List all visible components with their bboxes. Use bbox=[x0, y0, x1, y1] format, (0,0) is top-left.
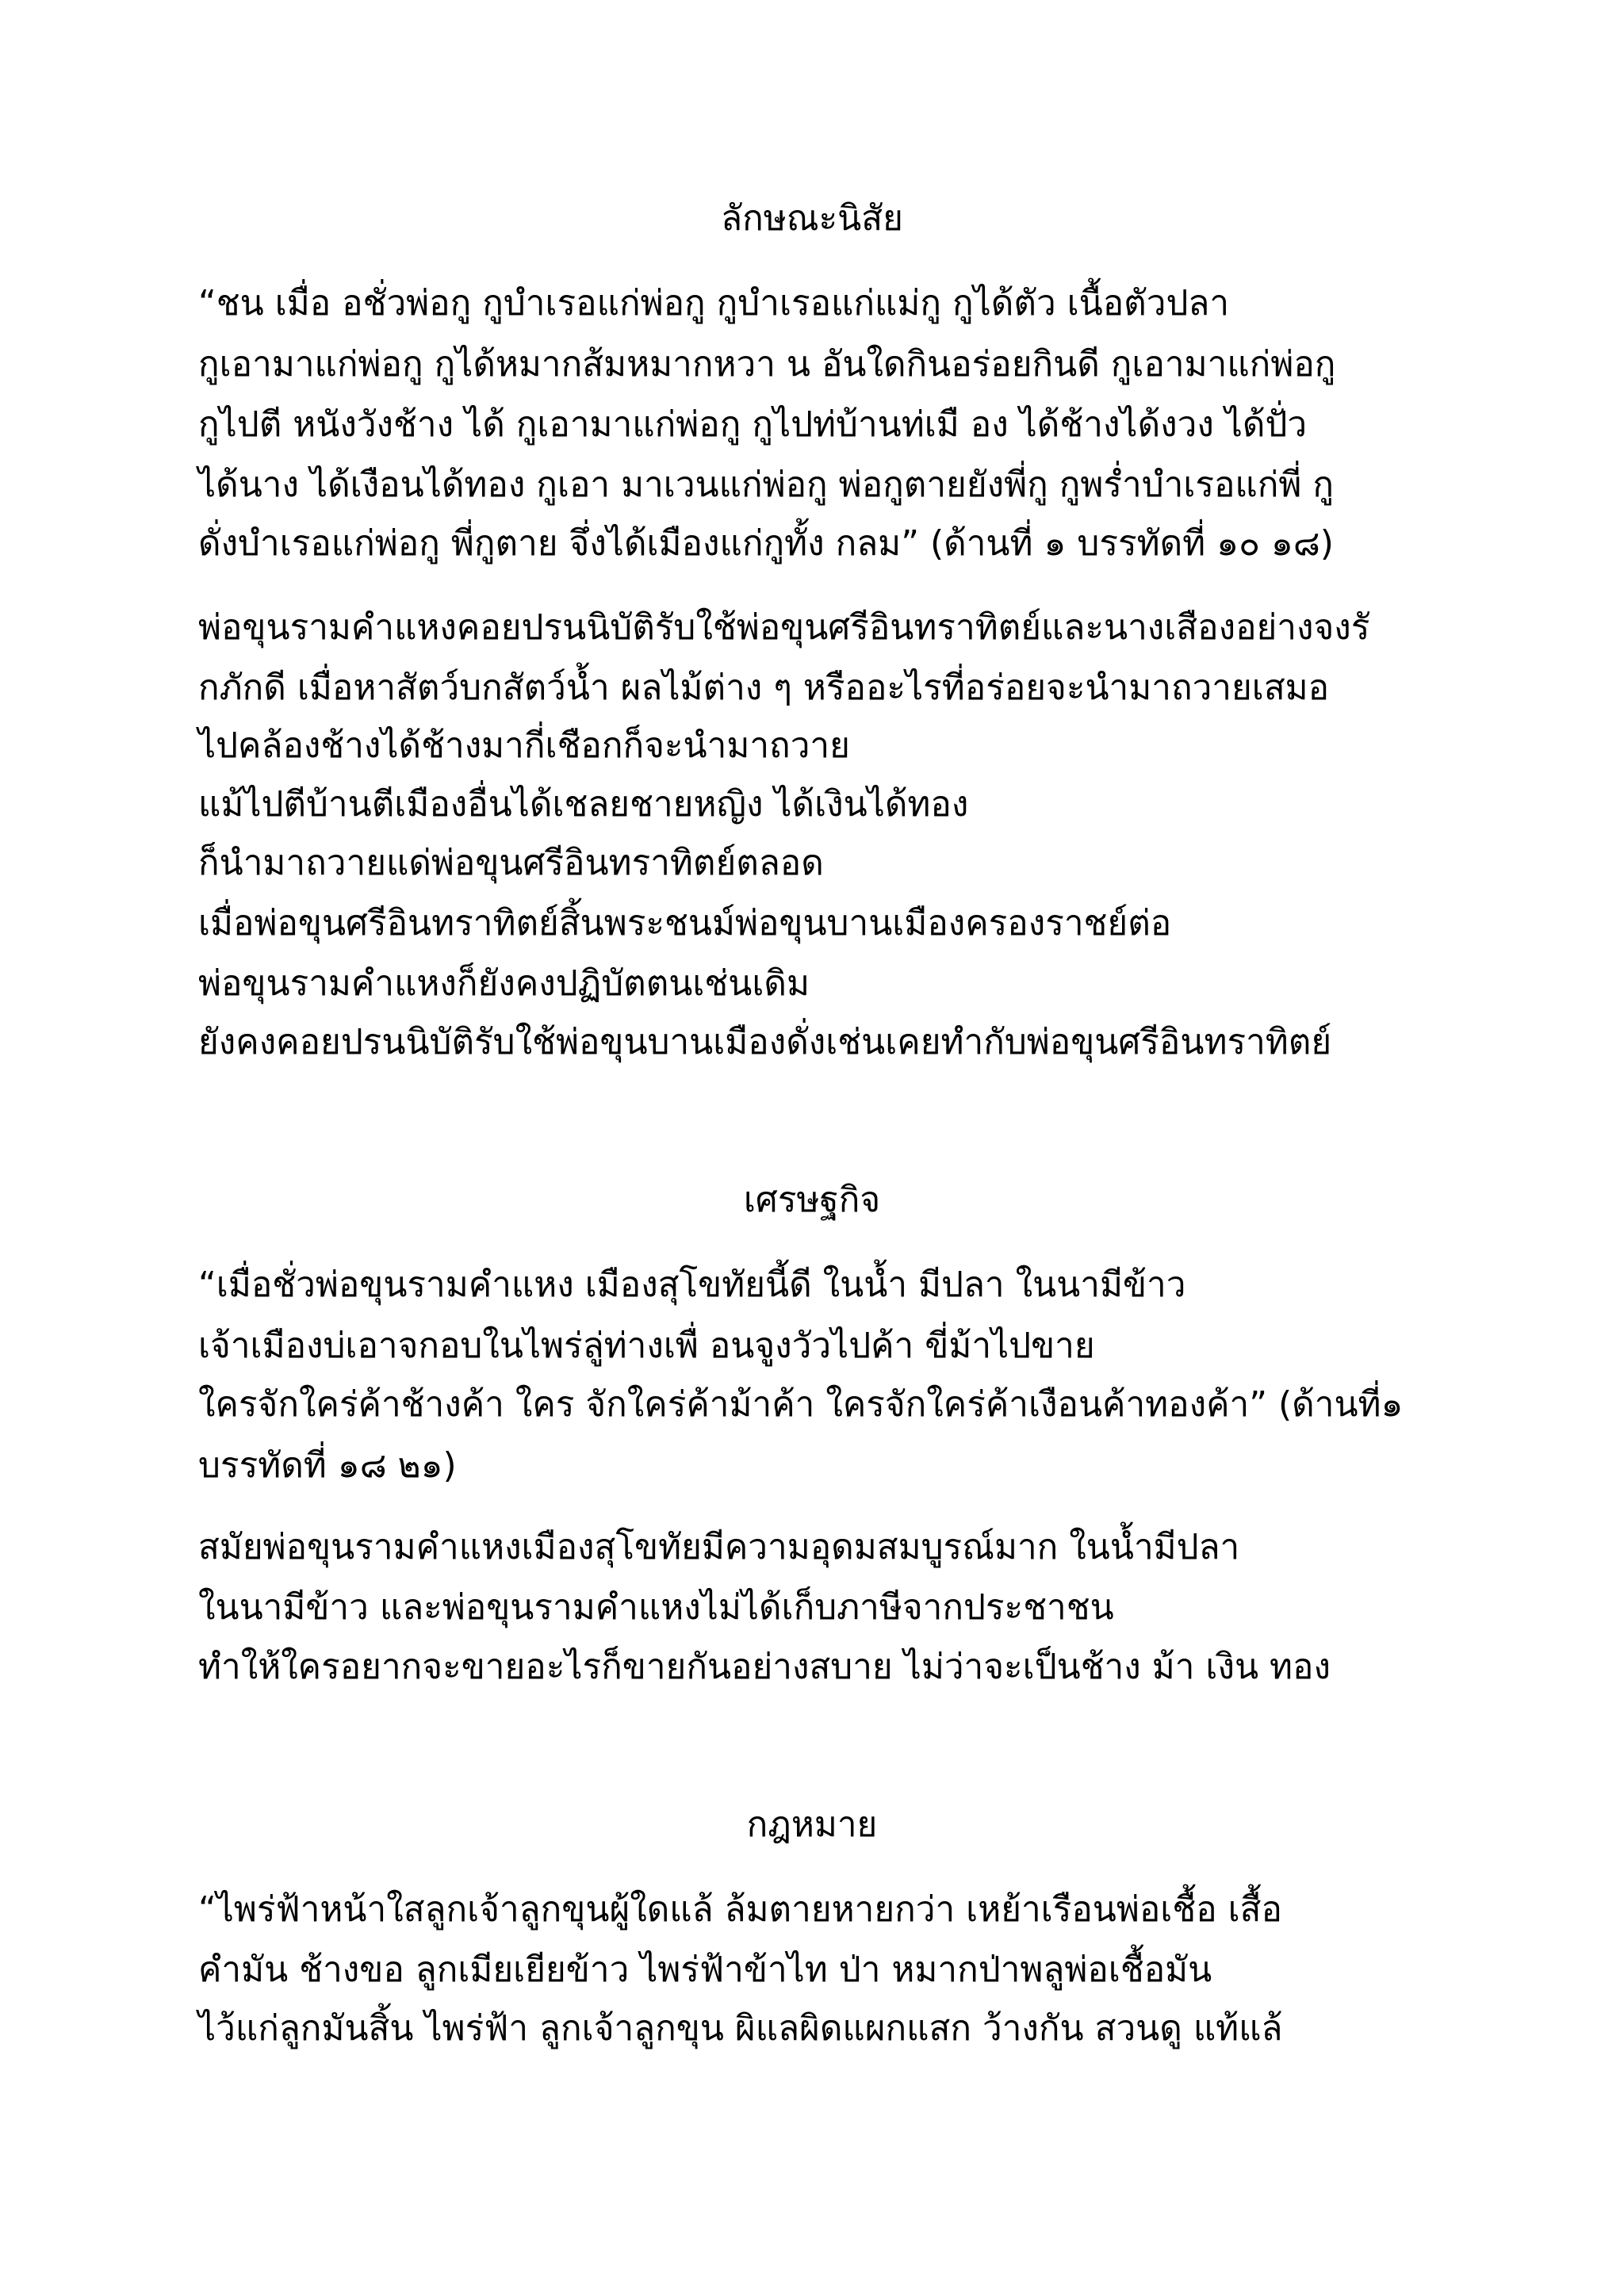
quote-line: “ชน เมื่อ อชั่วพ่อกู กูบำเรอแก่พ่อกู กูบำเรอแก่แม่กู กูได้ตัว เนื้อตัวปลา bbox=[198, 283, 1230, 323]
quote-line: “ไพร่ฟ้าหน้าใสลูกเจ้าลูกขุนผู้ใดแล้ ล้มตายหายกว่า เหย้าเรือนพ่อเชื้อ เสื้อ bbox=[198, 1889, 1282, 1930]
explanation-line: กภักดี เมื่อหาสัตว์บกสัตว์น้ำ ผลไม้ต่าง ๆ หรืออะไรที่อร่อยจะนำมาถวายเสมอ bbox=[198, 668, 1330, 708]
explanation-line: พ่อขุนรามคำแหงก็ยังคงปฏิบัตตนเช่นเดิม bbox=[198, 963, 810, 1004]
quote-line: คำมัน ช้างขอ ลูกเมียเยียข้าว ไพร่ฟ้าข้าไท ป่า หมากป่าพลูพ่อเชื้อมัน bbox=[198, 1950, 1212, 1990]
quote-line: ใครจักใคร่ค้าช้างค้า ใคร จักใคร่ค้าม้าค้า ใครจักใคร่ค้าเงือนค้าทองค้า” (ด้านที่๑ bbox=[198, 1384, 1404, 1425]
explanation-line: ยังคงคอยปรนนิบัติรับใช้พ่อขุนบานเมืองดั่งเช่นเคยทำกับพ่อขุนศรีอินทราทิตย์ bbox=[198, 1022, 1332, 1062]
explanation-line: ในนามีข้าว และพ่อขุนรามคำแหงไม่ได้เก็บภาษีจากประชาชน bbox=[198, 1587, 1114, 1628]
section-heading-economy: เศรษฐกิจ bbox=[743, 1180, 881, 1220]
explanation-line: แม้ไปตีบ้านตีเมืองอื่นได้เชลยชายหญิง ได้เงินได้ทอง bbox=[198, 784, 969, 825]
explanation-line: สมัยพ่อขุนรามคำแหงเมืองสุโขทัยมีความอุดมสมบูรณ์มาก ในน้ำมีปลา bbox=[198, 1527, 1240, 1567]
quote-line: ไว้แก่ลูกมันสิ้น ไพร่ฟ้า ลูกเจ้าลูกขุน ผิแลผิดแผกแสก ว้างกัน สวนดู แท้แล้ bbox=[198, 2008, 1283, 2049]
explanation-line: เมื่อพ่อขุนศรีอินทราทิตย์สิ้นพระชนม์พ่อขุนบานเมืองครองราชย์ต่อ bbox=[198, 903, 1172, 943]
explanation-line: พ่อขุนรามคำแหงคอยปรนนิบัติรับใช้พ่อขุนศรีอินทราทิตย์และนางเสืองอย่างจงรั bbox=[198, 607, 1370, 648]
explanation-line: ไปคล้องช้างได้ช้างมากี่เชือกก็จะนำมาถวาย bbox=[198, 725, 850, 766]
quote-line: “เมื่อชั่วพ่อขุนรามคำแหง เมืองสุโขทัยนี้ดี ในน้ำ มีปลา ในนามีข้าว bbox=[198, 1265, 1186, 1305]
section-heading-character: ลักษณะนิสัย bbox=[721, 198, 903, 239]
quote-line: ดั่งบำเรอแก่พ่อกู พี่กูตาย จึ่งได้เมืองแก่กูทั้ง กลม” (ด้านที่ ๑ บรรทัดที่ ๑๐ ๑๘) bbox=[198, 523, 1334, 564]
quote-line: กูเอามาแก่พ่อกู กูได้หมากส้มหมากหวา น อันใดกินอร่อยกินดี กูเอามาแก่พ่อกู bbox=[198, 344, 1336, 385]
quote-line: ได้นาง ได้เงือนได้ทอง กูเอา มาเวนแก่พ่อกู พ่อกูตายยังพี่กู กูพร่ำบำเรอแก่พี่ กู bbox=[198, 465, 1335, 505]
quote-line: กูไปตี หนังวังช้าง ได้ กูเอามาแก่พ่อกู กูไปท่บ้านท่เมื อง ได้ช้างได้งวง ได้ปั่ว bbox=[198, 404, 1308, 445]
section-heading-law: กฎหมาย bbox=[746, 1804, 878, 1845]
explanation-line: ก็นำมาถวายแด่พ่อขุนศรีอินทราทิตย์ตลอด bbox=[198, 843, 824, 883]
quote-line: เจ้าเมืองบ่เอาจกอบในไพร่ลู่ท่างเพื่ อนจูงวัวไปค้า ขี่ม้าไปขาย bbox=[198, 1326, 1095, 1366]
explanation-line: ทำให้ใครอยากจะขายอะไรก็ขายกันอย่างสบาย ไม่ว่าจะเป็นช้าง ม้า เงิน ทอง bbox=[198, 1647, 1331, 1687]
quote-line: บรรทัดที่ ๑๘ ๒๑) bbox=[198, 1445, 457, 1486]
